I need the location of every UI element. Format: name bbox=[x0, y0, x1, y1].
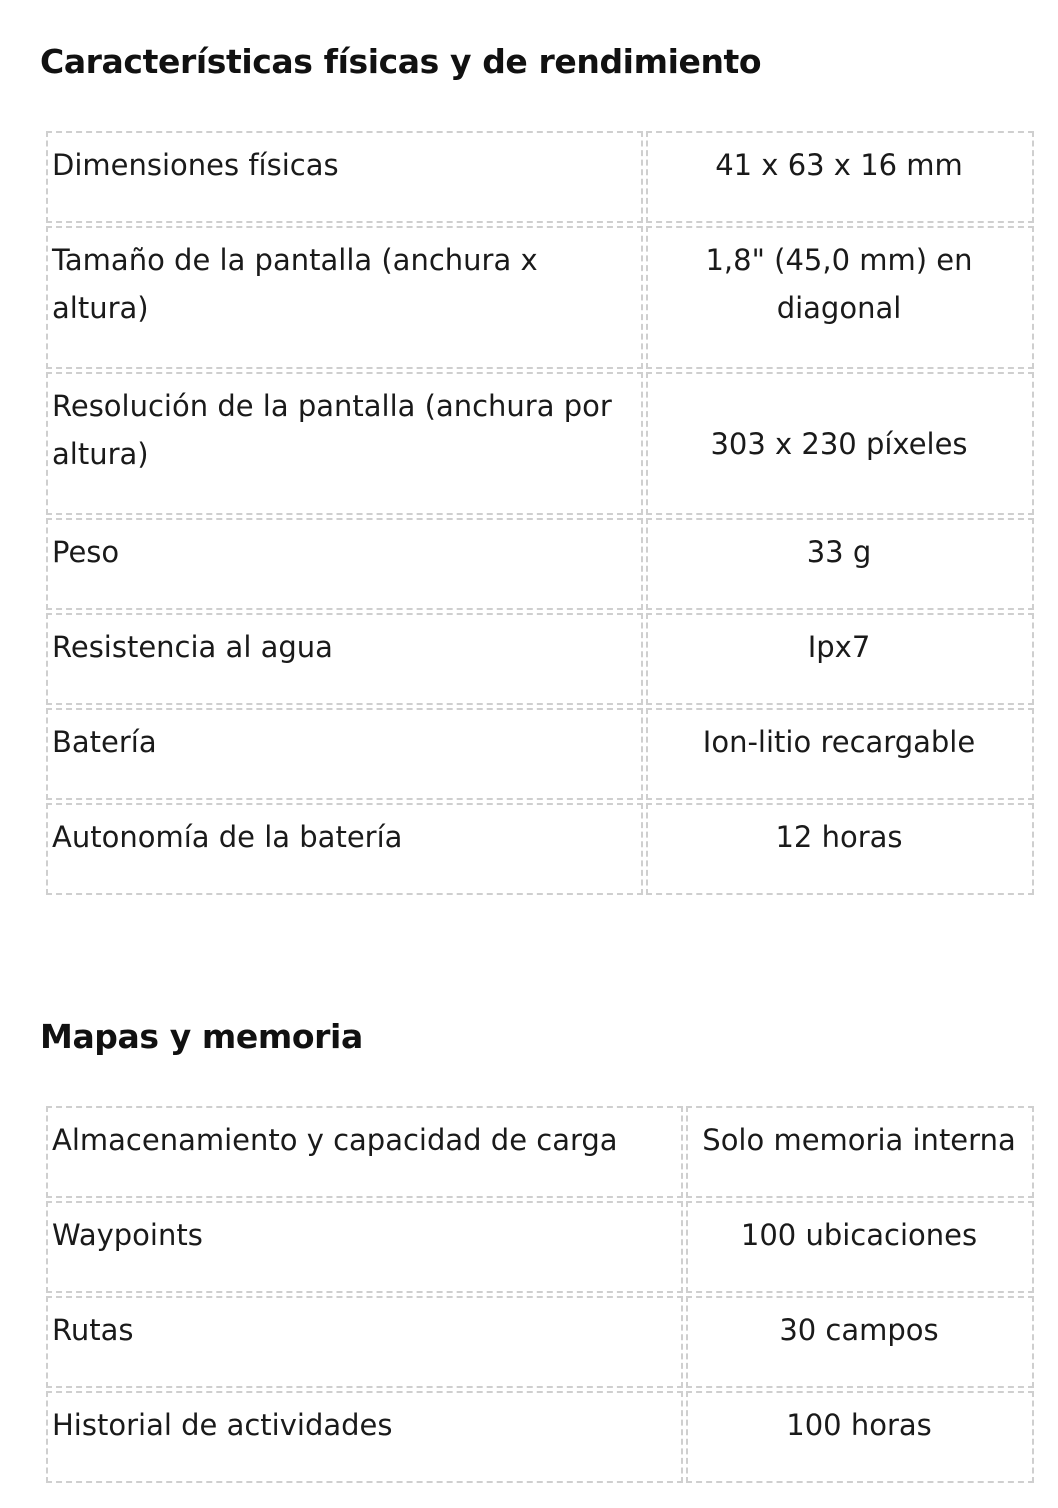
spec-label: Historial de actividades bbox=[46, 1391, 683, 1483]
spec-value: Solo memoria interna bbox=[686, 1106, 1034, 1198]
section-title-physical-performance: Características físicas y de rendimiento bbox=[40, 42, 762, 81]
spec-value: Ion-litio recargable bbox=[646, 708, 1034, 800]
spec-label: Batería bbox=[46, 708, 643, 800]
spec-value: 303 x 230 píxeles bbox=[646, 372, 1034, 515]
spec-value: 100 ubicaciones bbox=[686, 1201, 1034, 1293]
spec-label: Resolución de la pantalla (anchura por altura) bbox=[46, 372, 643, 515]
table-row bbox=[46, 1106, 1034, 1198]
table-row bbox=[46, 1391, 1034, 1483]
spec-value: 12 horas bbox=[646, 803, 1034, 895]
spec-label: Waypoints bbox=[46, 1201, 683, 1293]
spec-label: Almacenamiento y capacidad de carga bbox=[46, 1106, 683, 1198]
table-row bbox=[46, 1296, 1034, 1388]
specs-table-maps-memory bbox=[43, 1103, 1037, 1486]
spec-value: 1,8" (45,0 mm) en diagonal bbox=[646, 226, 1034, 369]
table-row bbox=[46, 1201, 1034, 1293]
table-row bbox=[46, 372, 1034, 515]
spec-value: Ipx7 bbox=[646, 613, 1034, 705]
spec-label: Autonomía de la batería bbox=[46, 803, 643, 895]
table-row bbox=[46, 613, 1034, 705]
spec-value: 33 g bbox=[646, 518, 1034, 610]
spec-label: Resistencia al agua bbox=[46, 613, 643, 705]
spec-label: Dimensiones físicas bbox=[46, 131, 643, 223]
table-row bbox=[46, 803, 1034, 895]
specs-table-physical-performance bbox=[43, 128, 1037, 898]
spec-value: 30 campos bbox=[686, 1296, 1034, 1388]
section-title-maps-memory: Mapas y memoria bbox=[40, 1017, 363, 1056]
spec-label: Peso bbox=[46, 518, 643, 610]
table-row bbox=[46, 131, 1034, 223]
table-row bbox=[46, 226, 1034, 369]
spec-label: Rutas bbox=[46, 1296, 683, 1388]
spec-value: 41 x 63 x 16 mm bbox=[646, 131, 1034, 223]
table-row bbox=[46, 518, 1034, 610]
spec-value: 100 horas bbox=[686, 1391, 1034, 1483]
spec-label: Tamaño de la pantalla (anchura x altura) bbox=[46, 226, 643, 369]
table-row bbox=[46, 708, 1034, 800]
